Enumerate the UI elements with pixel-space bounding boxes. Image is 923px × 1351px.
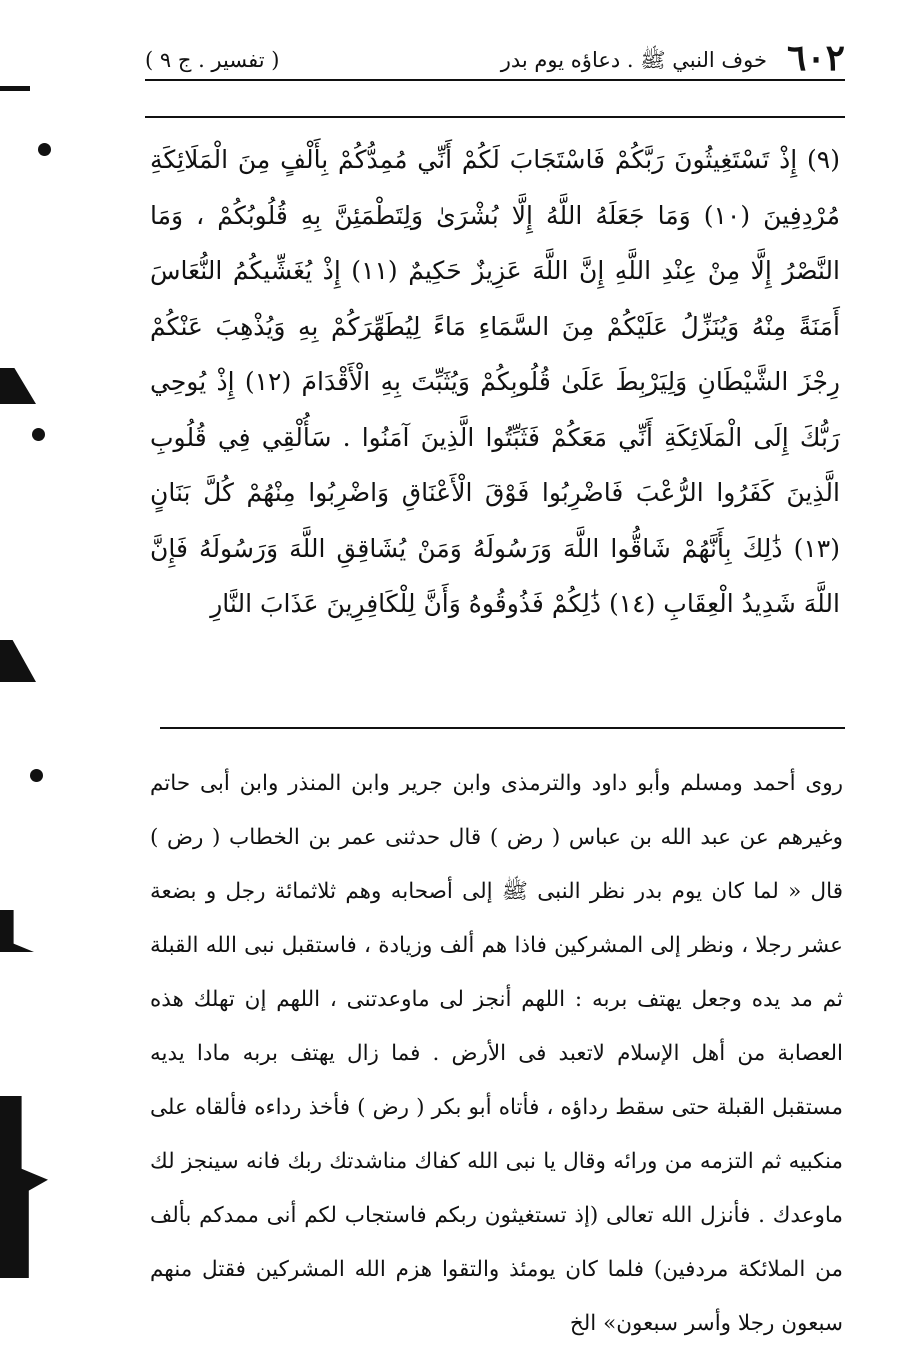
scan-mark: [0, 640, 36, 682]
header-rule: [145, 79, 845, 81]
quran-verses-text: (٩) إِذْ تَسْتَغِيثُونَ رَبَّكُمْ فَاسْتَجَابَ لَكُمْ أَنِّي مُمِدُّكُمْ بِأَلْفٍ مِنَ الْمَلَائِكَةِ مُرْدِفِينَ (١٠) وَمَا جَعَلَهُ اللَّهُ إِلَّا بُشْرَىٰ وَلِتَطْمَئِنَّ بِهِ قُلُوبُكُمْ ، وَمَا النَّصْرُ إِلَّا مِنْ عِنْدِ اللَّهِ إِنَّ اللَّهَ عَزِيزٌ حَكِيمٌ (١١) إِذْ يُغَشِّيكُمُ النُّعَاسَ أَمَنَةً مِنْهُ وَيُنَزِّلُ عَلَيْكُمْ مِنَ السَّمَاءِ مَاءً لِيُطَهِّرَكُمْ بِهِ وَيُذْهِبَ عَنْكُمْ رِجْزَ الشَّيْطَانِ وَلِيَرْبِطَ عَلَىٰ قُلُوبِكُمْ وَيُثَبِّتَ بِهِ الْأَقْدَامَ (١٢) إِذْ يُوحِي رَبُّكَ إِلَى الْمَلَائِكَةِ أَنِّي مَعَكُمْ فَثَبِّتُوا الَّذِينَ آمَنُوا . سَأُلْقِي فِي قُلُوبِ الَّذِينَ كَفَرُوا الرُّعْبَ فَاضْرِبُوا فَوْقَ الْأَعْنَاقِ وَاضْرِبُوا مِنْهُمْ كُلَّ بَنَانٍ (١٣) ذَٰلِكَ بِأَنَّهُمْ شَاقُّوا اللَّهَ وَرَسُولَهُ وَمَنْ يُشَاقِقِ اللَّهَ وَرَسُولَهُ فَإِنَّ اللَّهَ شَدِيدُ الْعِقَابِ (١٤) ذَٰلِكُمْ فَذُوقُوهُ وَأَنَّ لِلْكَافِرِينَ عَذَابَ النَّارِ: [150, 145, 840, 618]
quran-bottom-rule: [160, 727, 845, 729]
page-number: ٦٠٢: [786, 37, 845, 79]
scan-mark: [0, 1096, 48, 1278]
running-title: خوف النبي ﷺ . دعاؤه يوم بدر: [500, 48, 767, 72]
page-header: [145, 28, 845, 80]
scan-mark: [0, 368, 36, 404]
commentary-text: روى أحمد ومسلم وأبو داود والترمذى وابن جرير وابن المنذر وابن أبى حاتم وغيرهم عن عبد الله بن عباس ( رض ) قال حدثنى عمر بن الخطاب ( رض ) قال « لما كان يوم بدر نظر النبى ﷺ إلى أصحابه وهم ثلاثمائة رجل و بضعة عشر رجلا ، ونظر إلى المشركين فاذا هم ألف وزيادة ، فاستقبل نبى الله القبلة ثم مد يده وجعل يهتف بربه : اللهم أنجز لى ماوعدتنى ، اللهم إن تهلك هذه العصابة من أهل الإسلام لاتعبد فى الأرض . فما زال يهتف بربه مادا يديه مستقبل القبلة حتى سقط رداؤه ، فأتاه أبو بكر ( رض ) فأخذ رداءه فألقاه على منكبيه ثم التزمه من ورائه وقال يا نبى الله كفاك مناشدتك ربك فانه سينجز لك ماوعدك . فأنزل الله تعالى (إذ تستغيثون ربكم فاستجاب لكم أنى ممدكم بألف من الملائكة مردفين) فلما كان يومئذ والتقوا هزم الله المشركين فقتل منهم سبعون رجلا وأسر سبعون» الخ: [150, 771, 843, 1336]
binding-hole: [32, 428, 45, 441]
quran-top-rule: [145, 116, 845, 118]
scan-mark: [0, 86, 30, 91]
commentary-block: [150, 757, 843, 1336]
scan-mark: [0, 910, 34, 952]
binding-hole: [30, 769, 43, 782]
quran-verses-block: [150, 132, 840, 710]
binding-hole: [38, 143, 51, 156]
volume-label: ( تفسير . ج ٩ ): [145, 48, 280, 72]
